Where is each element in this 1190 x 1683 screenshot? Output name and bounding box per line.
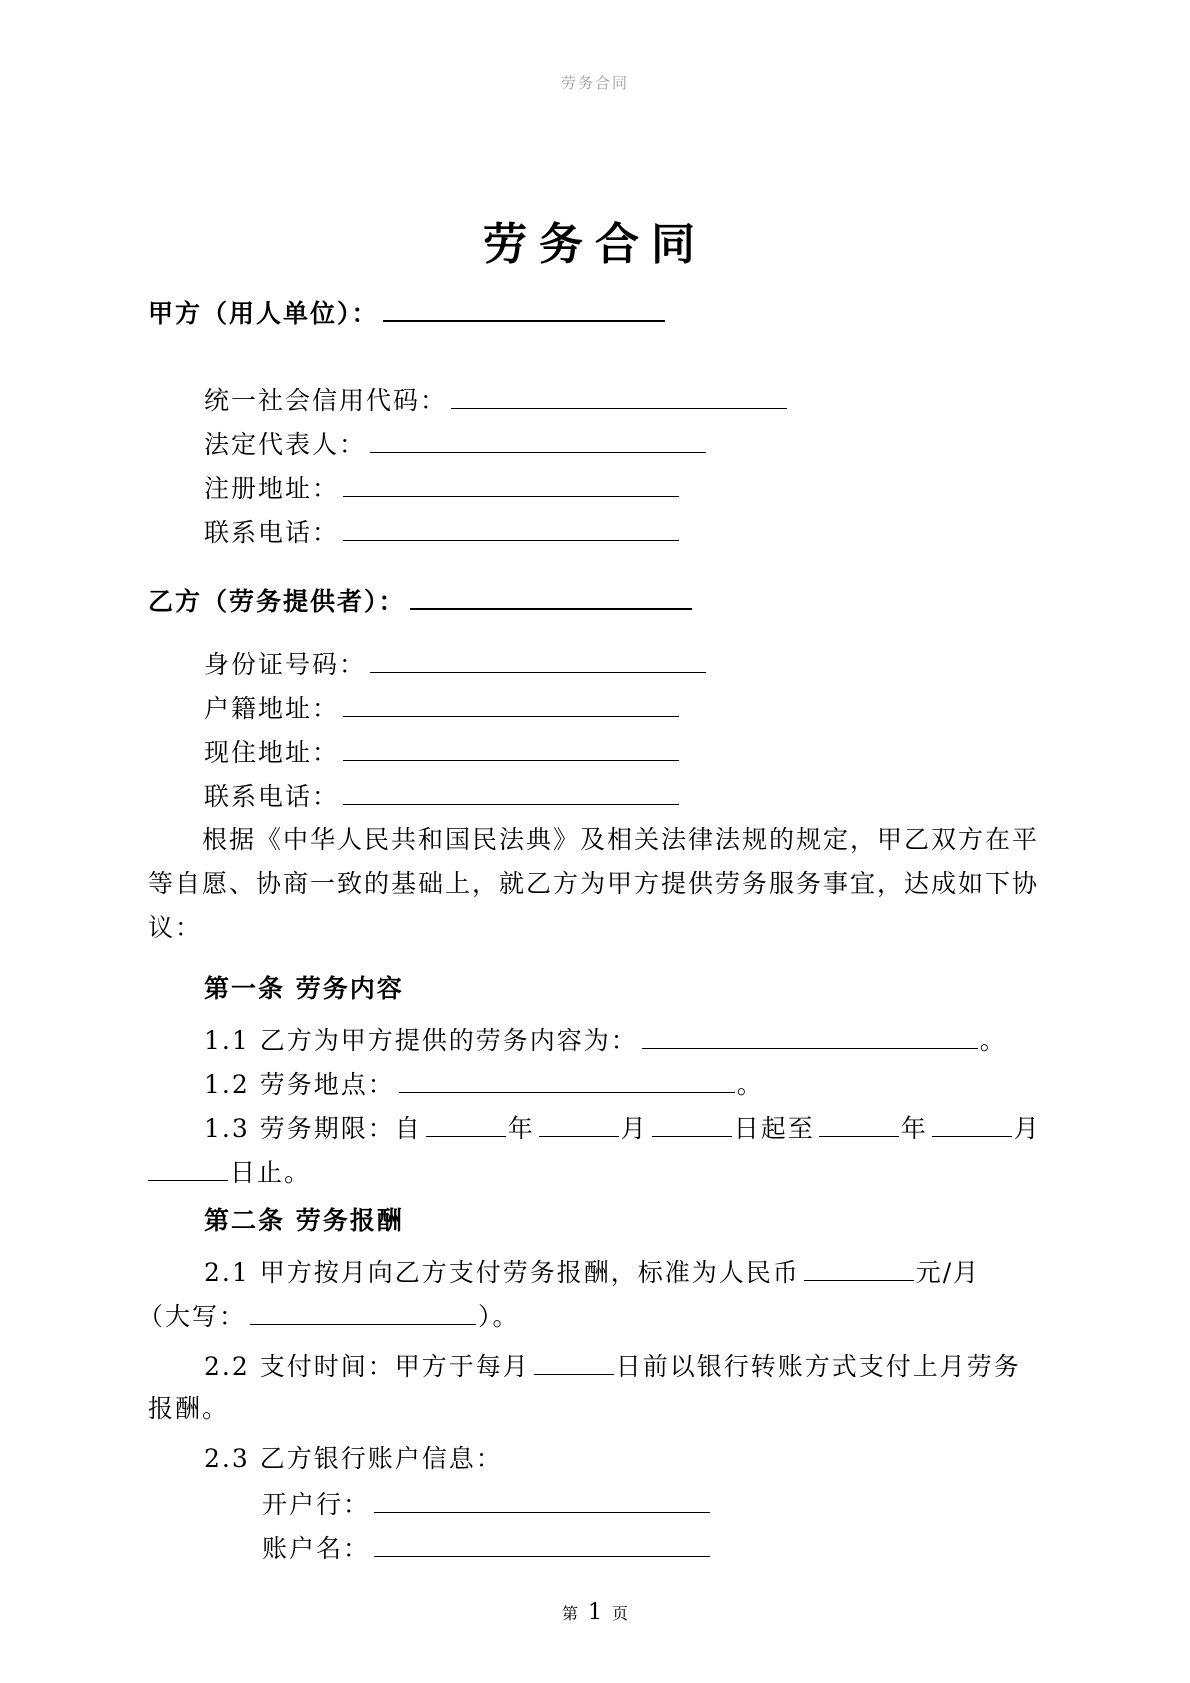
clause-1-3 [204, 1112, 1041, 1144]
party-b-phone-line [204, 780, 681, 812]
credit-code-blank[interactable] [451, 384, 787, 409]
monthly-amount-blank[interactable] [804, 1256, 914, 1281]
year-char: 年 [507, 1114, 535, 1143]
legal-rep-blank[interactable] [370, 428, 706, 453]
account-name-label: 账户名： [262, 1534, 371, 1563]
id-number-line [204, 648, 708, 680]
account-name-blank[interactable] [374, 1532, 710, 1557]
day-from-text: 日起至 [733, 1114, 815, 1143]
bank-blank[interactable] [374, 1488, 710, 1513]
registered-address-label: 注册地址： [204, 474, 340, 503]
page-footer [0, 1600, 1190, 1625]
end-text: 日止。 [230, 1158, 312, 1187]
page-header: 劳务合同 [560, 74, 629, 92]
service-location-blank[interactable] [399, 1068, 735, 1093]
bank-line [262, 1488, 712, 1520]
registered-address-line [204, 472, 681, 504]
party-a-phone-line [204, 516, 681, 548]
bank-label: 开户行： [262, 1490, 371, 1519]
daxie-prefix: （大写： [138, 1302, 247, 1331]
party-b-phone-label: 联系电话： [204, 782, 340, 811]
article-2-heading: 第二条 劳务报酬 [204, 1206, 404, 1235]
clause-2-2 [204, 1350, 1021, 1382]
clause-2-2-text: 2.2 支付时间：甲方于每月 [204, 1352, 530, 1381]
current-address-label: 现住地址： [204, 738, 340, 767]
legal-rep-line [204, 428, 708, 460]
party-b-line [148, 584, 694, 617]
clause-2-1 [204, 1256, 980, 1288]
clause-1-3-text: 1.3 劳务期限：自 [204, 1114, 422, 1143]
clause-1-1 [204, 1024, 1007, 1056]
party-a-phone-label: 联系电话： [204, 518, 340, 547]
unit-text: 元/月 [915, 1258, 981, 1287]
current-address-blank[interactable] [343, 736, 679, 761]
clause-2-2-cont: 报酬。 [148, 1394, 230, 1423]
party-b-phone-blank[interactable] [343, 780, 679, 805]
page-number: 1 [588, 1600, 602, 1625]
month2-char: 月 [1013, 1114, 1041, 1143]
daxie-suffix: ）。 [478, 1302, 520, 1331]
clause-1-2 [204, 1068, 764, 1100]
footer-prefix: 第 [561, 1604, 578, 1623]
article-1-heading: 第一条 劳务内容 [204, 974, 404, 1003]
start-year-blank[interactable] [426, 1112, 506, 1137]
clause-1-2-text: 1.2 劳务地点： [204, 1070, 395, 1099]
service-content-blank[interactable] [642, 1024, 978, 1049]
current-address-line [204, 736, 681, 768]
amount-in-words-blank[interactable] [250, 1300, 476, 1325]
clause-2-2-suffix: 日前以银行转账方式支付上月劳务 [615, 1352, 1021, 1381]
household-address-blank[interactable] [343, 692, 679, 717]
clause-2-3: 2.3 乙方银行账户信息： [204, 1444, 503, 1473]
legal-rep-label: 法定代表人： [204, 430, 367, 459]
credit-code-label: 统一社会信用代码： [204, 386, 448, 415]
registered-address-blank[interactable] [343, 472, 679, 497]
party-a-phone-blank[interactable] [343, 516, 679, 541]
credit-code-line [204, 384, 789, 416]
account-name-line [262, 1532, 712, 1564]
start-day-blank[interactable] [652, 1112, 732, 1137]
end-month-blank[interactable] [932, 1112, 1012, 1137]
id-number-label: 身份证号码： [204, 650, 367, 679]
clause-1-1-suffix: 。 [979, 1026, 1007, 1055]
clause-1-3-cont [148, 1156, 311, 1188]
start-month-blank[interactable] [539, 1112, 619, 1137]
clause-1-2-suffix: 。 [736, 1070, 764, 1099]
household-address-label: 户籍地址： [204, 694, 340, 723]
end-year-blank[interactable] [819, 1112, 899, 1137]
party-a-line [148, 296, 667, 329]
party-b-name-blank[interactable] [410, 584, 692, 610]
month-char: 月 [620, 1114, 648, 1143]
year2-char: 年 [900, 1114, 928, 1143]
id-number-blank[interactable] [370, 648, 706, 673]
clause-2-1-cont [138, 1300, 520, 1332]
payment-day-blank[interactable] [534, 1350, 614, 1375]
preamble-paragraph: 根据《中华人民共和国民法典》及相关法律法规的规定，甲乙双方在平等自愿、协商一致的基础上，就乙方为甲方提供劳务服务事宜，达成如下协议： [148, 825, 1040, 942]
clause-2-1-text: 2.1 甲方按月向乙方支付劳务报酬，标准为人民币 [204, 1258, 800, 1287]
clause-1-1-text: 1.1 乙方为甲方提供的劳务内容为： [204, 1026, 638, 1055]
household-address-line [204, 692, 681, 724]
end-day-blank[interactable] [148, 1156, 228, 1181]
party-a-name-blank[interactable] [383, 296, 665, 322]
footer-suffix: 页 [612, 1604, 629, 1623]
party-a-label: 甲方（用人单位）： [148, 299, 379, 328]
document-title: 劳务合同 [483, 219, 707, 270]
party-b-label: 乙方（劳务提供者）： [148, 587, 406, 616]
